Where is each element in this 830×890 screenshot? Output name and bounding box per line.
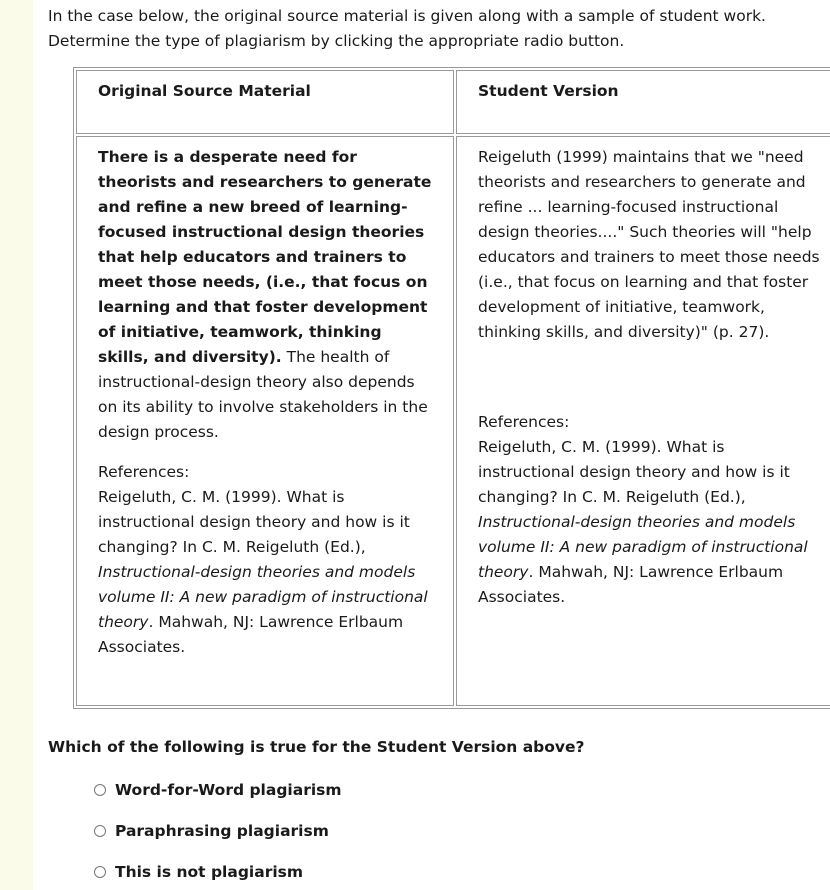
student-references-label: References: [478,413,570,431]
question-text: Which of the following is true for the Student Version above? [48,738,585,756]
original-ref-part-1: Reigeluth, C. M. (1999). What is instructional design theory and how is it changing? In C. M. Reigeluth (Ed.), [98,488,410,556]
radio-word-for-word[interactable] [94,784,106,796]
instructions [48,4,830,54]
radio-paraphrasing[interactable] [94,825,106,837]
option-not-plagiarism[interactable] [94,861,303,883]
original-passage [98,145,432,445]
left-margin-strip [0,0,33,890]
original-header: Original Source Material [98,82,311,100]
student-ref-part-2: . Mahwah, NJ: Lawrence Erlbaum Associates. [478,563,784,606]
option-label[interactable]: Word-for-Word plagiarism [115,781,342,799]
case-table [73,67,830,709]
table-header-row [76,70,830,134]
option-label[interactable]: This is not plagiarism [115,863,304,881]
instructions-line-2: Determine the type of plagiarism by clicking the appropriate radio button. [48,32,625,50]
original-bold-text: There is a desperate need for theorists and researchers to generate and refine a new breed of learning-focused instructional design theories that help educators and trainers to meet those needs, (i.e., that focus on learning and that foster development of initiative, teamwork, thinking skills, and diversity). [98,148,432,366]
student-ref-title: Instructional-design theories and models volume II: A new paradigm of instructional theory [478,513,808,581]
option-paraphrasing[interactable] [94,820,329,842]
student-passage: Reigeluth (1999) maintains that we "need theorists and researchers to generate and refine ... learning-focused instructional design theories...." Such theories will "help educators and trainers to meet those needs (i.e., that focus on learning and that foster development of initiative, teamwork, thinking skills, and diversity)" (p. 27). [478,148,820,341]
student-header-cell [456,70,830,134]
student-reference [478,435,820,610]
radio-not-plagiarism[interactable] [94,866,106,878]
table-body-row [76,136,830,706]
original-references-label: References: [98,463,190,481]
student-header: Student Version [478,82,619,100]
option-word-for-word[interactable] [94,779,342,801]
original-header-cell [76,70,454,134]
original-ref-title: Instructional-design theories and models volume II: A new paradigm of instructional theory [98,563,428,631]
original-normal-text: The health of instructional-design theory also depends on its ability to involve stakeholders in the design process. [98,348,428,441]
student-version-cell [456,136,830,706]
original-ref-part-2: . Mahwah, NJ: Lawrence Erlbaum Associates. [98,613,404,656]
original-source-cell [76,136,454,706]
student-ref-part-1: Reigeluth, C. M. (1999). What is instructional design theory and how is it changing? In C. M. Reigeluth (Ed.), [478,438,790,506]
option-label[interactable]: Paraphrasing plagiarism [115,822,329,840]
original-reference [98,485,432,660]
instructions-line-1: In the case below, the original source material is given along with a sample of student work. [48,7,766,25]
